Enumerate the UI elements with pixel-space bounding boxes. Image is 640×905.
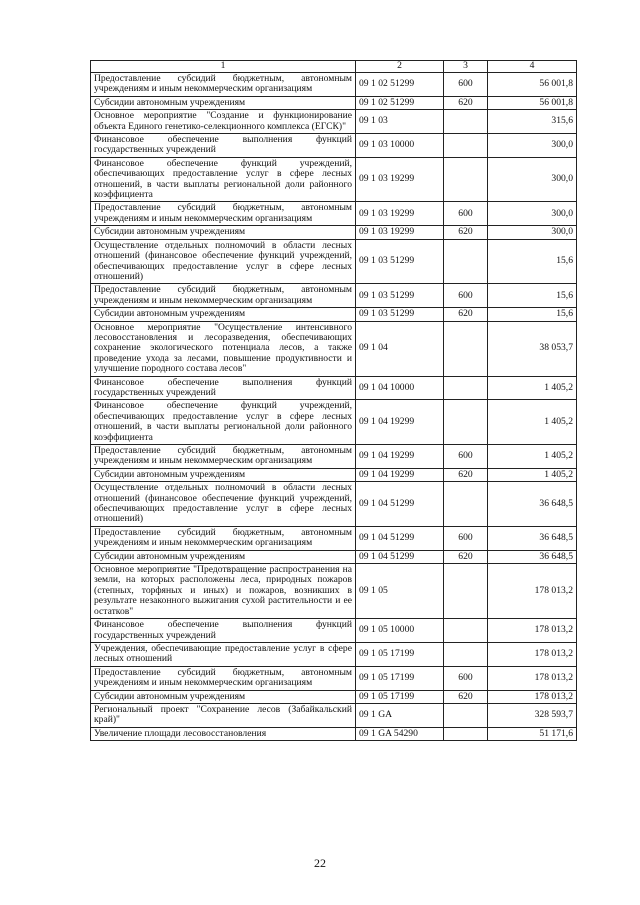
row-expense-type-cell: 620	[444, 468, 488, 481]
row-code-cell: 09 1 05 17199	[356, 666, 444, 690]
row-code-cell: 09 1 04 51299	[356, 526, 444, 550]
row-expense-type-cell	[444, 400, 488, 445]
row-code-cell: 09 1 02 51299	[356, 96, 444, 109]
row-amount-cell: 36 648,5	[488, 550, 577, 563]
table-header-row	[91, 61, 577, 73]
table-row	[91, 619, 577, 643]
row-expense-type-cell	[444, 564, 488, 619]
row-name-cell: Субсидии автономным учреждениям	[91, 96, 356, 109]
table-row	[91, 400, 577, 445]
row-amount-cell: 1 405,2	[488, 445, 577, 469]
row-expense-type-cell	[444, 727, 488, 740]
row-amount-cell: 300,0	[488, 157, 577, 202]
row-expense-type-cell: 620	[444, 226, 488, 239]
row-code-cell: 09 1 03 19299	[356, 157, 444, 202]
row-name-cell: Субсидии автономным учреждениям	[91, 690, 356, 703]
header-col-2: 2	[356, 61, 444, 73]
table-row	[91, 73, 577, 97]
row-amount-cell: 36 648,5	[488, 482, 577, 527]
row-name-cell: Предоставление субсидий бюджетным, автономным учреждениям и иным некоммерческим организациям	[91, 202, 356, 226]
row-expense-type-cell: 600	[444, 284, 488, 308]
row-amount-cell: 300,0	[488, 202, 577, 226]
row-amount-cell: 1 405,2	[488, 376, 577, 400]
row-expense-type-cell: 620	[444, 690, 488, 703]
row-code-cell: 09 1 05	[356, 564, 444, 619]
row-name-cell: Финансовое обеспечение выполнения функций государственных учреждений	[91, 619, 356, 643]
row-expense-type-cell: 600	[444, 73, 488, 97]
row-amount-cell: 15,6	[488, 308, 577, 321]
row-amount-cell: 178 013,2	[488, 642, 577, 666]
row-name-cell: Предоставление субсидий бюджетным, автономным учреждениям и иным некоммерческим организациям	[91, 73, 356, 97]
table-row	[91, 157, 577, 202]
row-amount-cell: 38 053,7	[488, 321, 577, 376]
table-row	[91, 284, 577, 308]
row-amount-cell: 56 001,8	[488, 73, 577, 97]
row-name-cell: Финансовое обеспечение выполнения функций государственных учреждений	[91, 376, 356, 400]
row-expense-type-cell	[444, 376, 488, 400]
row-expense-type-cell: 600	[444, 526, 488, 550]
table-row	[91, 727, 577, 740]
table-row	[91, 445, 577, 469]
table-row	[91, 550, 577, 563]
row-name-cell: Региональный проект "Сохранение лесов (Забайкальский край)"	[91, 703, 356, 727]
row-code-cell: 09 1 04 51299	[356, 482, 444, 527]
row-name-cell: Финансовое обеспечение функций учреждений, обеспечивающих предоставление услуг в сфере лесных отношений, в части выплаты региональной доли районного коэффициента	[91, 157, 356, 202]
row-expense-type-cell	[444, 239, 488, 284]
row-code-cell: 09 1 03 10000	[356, 134, 444, 158]
row-code-cell: 09 1 05 17199	[356, 690, 444, 703]
row-name-cell: Основное мероприятие "Осуществление интенсивного лесовосстановления и лесоразведения, обеспечивающих сохранение экологического потенциала лесов, а также проведение ухода за лесами, повышение продуктивности и улучшение породного состава лесов"	[91, 321, 356, 376]
row-name-cell: Субсидии автономным учреждениям	[91, 468, 356, 481]
table-row	[91, 703, 577, 727]
row-expense-type-cell	[444, 157, 488, 202]
row-name-cell: Учреждения, обеспечивающие предоставление услуг в сфере лесных отношений	[91, 642, 356, 666]
row-code-cell: 09 1 05 10000	[356, 619, 444, 643]
row-code-cell: 09 1 03	[356, 110, 444, 134]
header-col-1: 1	[91, 61, 356, 73]
row-code-cell: 09 1 04 10000	[356, 376, 444, 400]
row-amount-cell: 315,6	[488, 110, 577, 134]
row-name-cell: Предоставление субсидий бюджетным, автономным учреждениям и иным некоммерческим организациям	[91, 284, 356, 308]
budget-table-body	[91, 61, 577, 741]
row-expense-type-cell: 620	[444, 550, 488, 563]
row-amount-cell: 36 648,5	[488, 526, 577, 550]
row-expense-type-cell	[444, 703, 488, 727]
table-row	[91, 564, 577, 619]
row-name-cell: Основное мероприятие "Создание и функционирование объекта Единого генетико-селекционного комплекса (ЕГСК)"	[91, 110, 356, 134]
row-name-cell: Финансовое обеспечение выполнения функций государственных учреждений	[91, 134, 356, 158]
row-expense-type-cell: 600	[444, 202, 488, 226]
row-name-cell: Субсидии автономным учреждениям	[91, 308, 356, 321]
row-name-cell: Осуществление отдельных полномочий в области лесных отношений (финансовое обеспечение функций учреждений, обеспечивающих предоставление услуг в сфере лесных отношений)	[91, 239, 356, 284]
row-name-cell: Увеличение площади лесовосстановления	[91, 727, 356, 740]
table-row	[91, 321, 577, 376]
row-name-cell: Предоставление субсидий бюджетным, автономным учреждениям и иным некоммерческим организациям	[91, 445, 356, 469]
row-amount-cell: 300,0	[488, 226, 577, 239]
row-name-cell: Предоставление субсидий бюджетным, автономным учреждениям и иным некоммерческим организациям	[91, 666, 356, 690]
row-expense-type-cell	[444, 321, 488, 376]
row-code-cell: 09 1 02 51299	[356, 73, 444, 97]
row-amount-cell: 178 013,2	[488, 690, 577, 703]
row-code-cell: 09 1 04	[356, 321, 444, 376]
row-name-cell: Осуществление отдельных полномочий в области лесных отношений (финансовое обеспечение функций учреждений, обеспечивающих предоставление услуг в сфере лесных отношений)	[91, 482, 356, 527]
row-expense-type-cell: 620	[444, 308, 488, 321]
row-amount-cell: 1 405,2	[488, 468, 577, 481]
row-code-cell: 09 1 GA	[356, 703, 444, 727]
row-amount-cell: 15,6	[488, 239, 577, 284]
row-code-cell: 09 1 04 19299	[356, 445, 444, 469]
row-code-cell: 09 1 04 19299	[356, 468, 444, 481]
row-amount-cell: 328 593,7	[488, 703, 577, 727]
row-expense-type-cell	[444, 110, 488, 134]
row-amount-cell: 300,0	[488, 134, 577, 158]
budget-table	[90, 60, 577, 741]
table-row	[91, 376, 577, 400]
row-expense-type-cell	[444, 642, 488, 666]
table-row	[91, 468, 577, 481]
row-amount-cell: 56 001,8	[488, 96, 577, 109]
table-row	[91, 226, 577, 239]
row-amount-cell: 51 171,6	[488, 727, 577, 740]
table-row	[91, 110, 577, 134]
row-expense-type-cell	[444, 482, 488, 527]
row-expense-type-cell: 620	[444, 96, 488, 109]
row-code-cell: 09 1 03 51299	[356, 239, 444, 284]
header-col-4: 4	[488, 61, 577, 73]
table-row	[91, 482, 577, 527]
row-expense-type-cell: 600	[444, 445, 488, 469]
row-code-cell: 09 1 03 51299	[356, 284, 444, 308]
table-row	[91, 239, 577, 284]
table-row	[91, 96, 577, 109]
row-expense-type-cell: 600	[444, 666, 488, 690]
row-amount-cell: 178 013,2	[488, 619, 577, 643]
row-code-cell: 09 1 03 51299	[356, 308, 444, 321]
row-name-cell: Финансовое обеспечение функций учреждений, обеспечивающих предоставление услуг в сфере лесных отношений, в части выплаты региональной доли районного коэффициента	[91, 400, 356, 445]
row-code-cell: 09 1 04 51299	[356, 550, 444, 563]
table-row	[91, 308, 577, 321]
row-expense-type-cell	[444, 134, 488, 158]
row-code-cell: 09 1 05 17199	[356, 642, 444, 666]
page-number: 22	[314, 856, 326, 870]
table-row	[91, 666, 577, 690]
row-name-cell: Субсидии автономным учреждениям	[91, 226, 356, 239]
row-code-cell: 09 1 GA 54290	[356, 727, 444, 740]
row-name-cell: Предоставление субсидий бюджетным, автономным учреждениям и иным некоммерческим организациям	[91, 526, 356, 550]
row-code-cell: 09 1 04 19299	[356, 400, 444, 445]
table-row	[91, 526, 577, 550]
row-amount-cell: 15,6	[488, 284, 577, 308]
row-amount-cell: 178 013,2	[488, 666, 577, 690]
table-row	[91, 134, 577, 158]
table-row	[91, 642, 577, 666]
row-expense-type-cell	[444, 619, 488, 643]
table-row	[91, 202, 577, 226]
row-amount-cell: 1 405,2	[488, 400, 577, 445]
header-col-3: 3	[444, 61, 488, 73]
table-row	[91, 690, 577, 703]
row-name-cell: Субсидии автономным учреждениям	[91, 550, 356, 563]
row-amount-cell: 178 013,2	[488, 564, 577, 619]
row-name-cell: Основное мероприятие "Предотвращение распространения на земли, на которых расположены леса, природных пожаров (степных, торфяных и иных) и пожаров, возникших в результате незаконного выжигания сухой растительности и ее остатков"	[91, 564, 356, 619]
row-code-cell: 09 1 03 19299	[356, 202, 444, 226]
row-code-cell: 09 1 03 19299	[356, 226, 444, 239]
